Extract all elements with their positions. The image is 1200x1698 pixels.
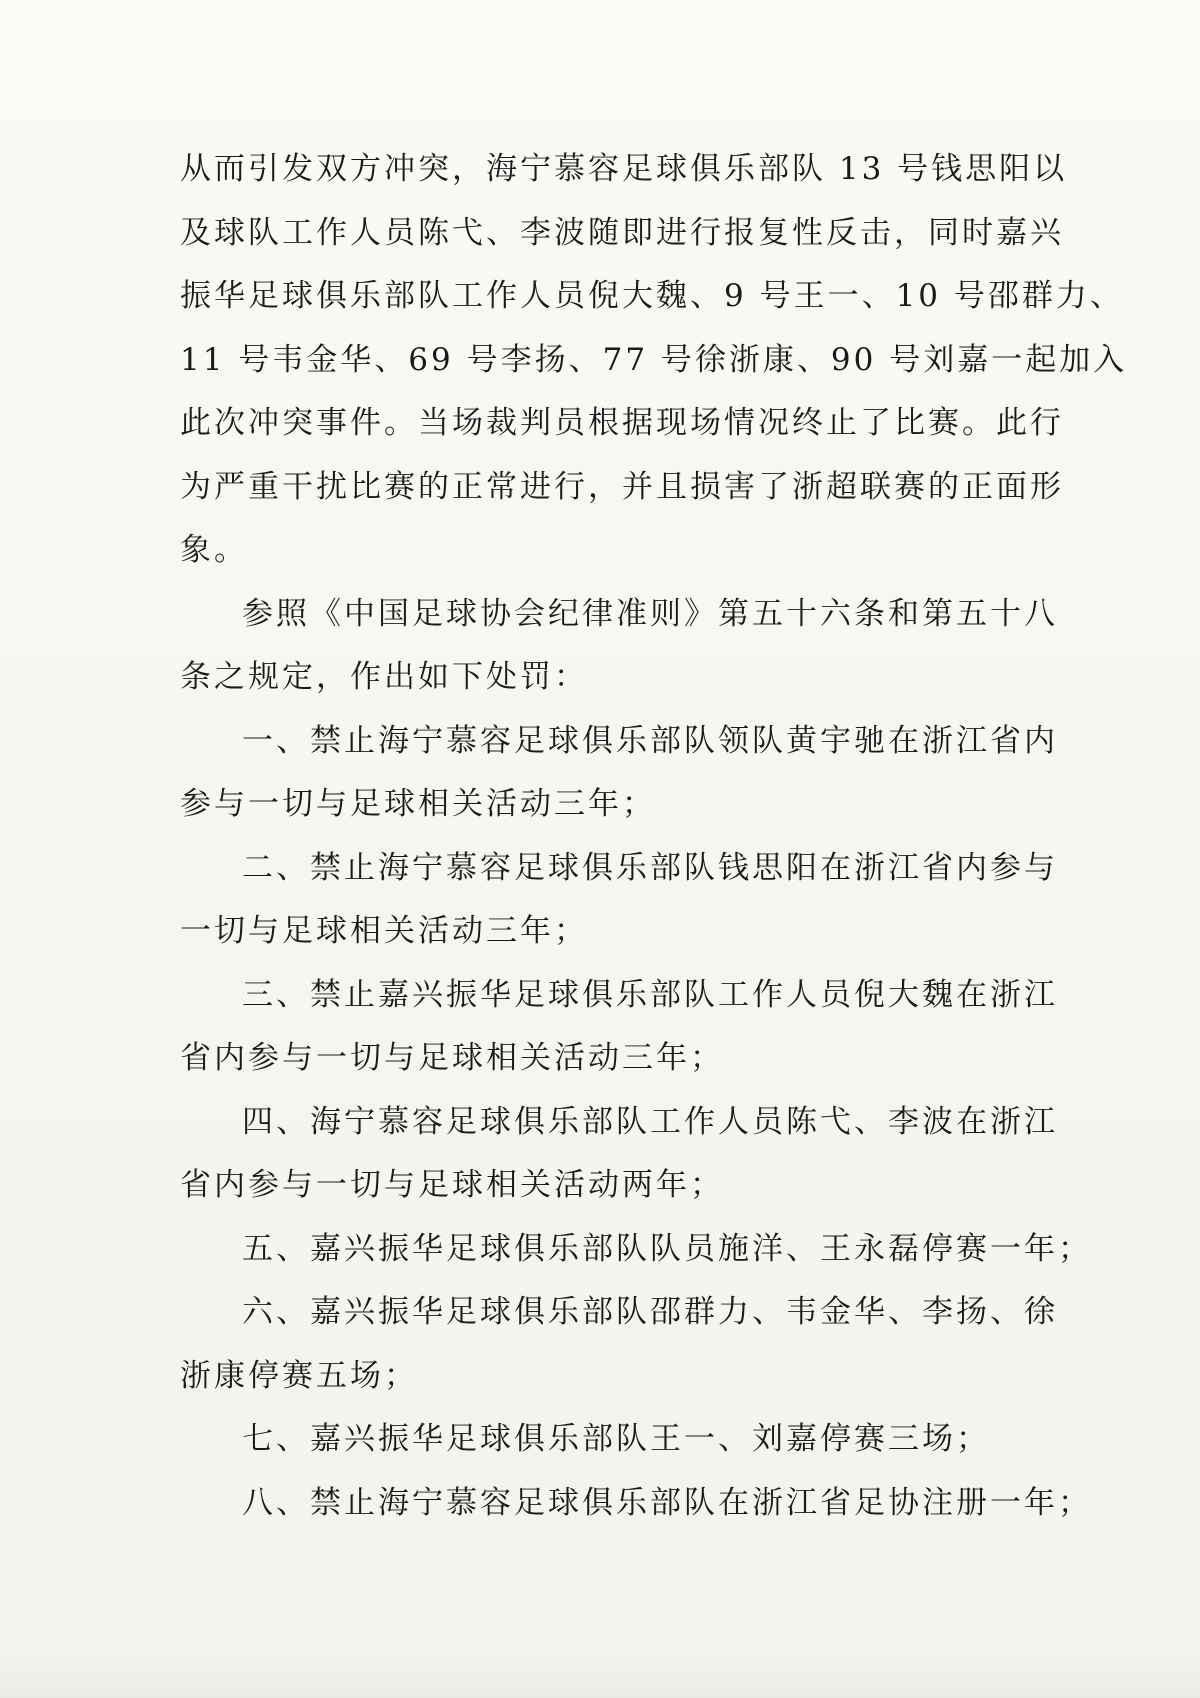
penalty-item-4: 四、海宁慕容足球俱乐部队工作人员陈弋、李波在浙江 [242, 1103, 1058, 1140]
penalty-item-6: 六、嘉兴振华足球俱乐部队邵群力、韦金华、李扬、徐 [242, 1294, 1058, 1330]
document-body [180, 138, 1128, 1535]
text-line: 象。 [180, 532, 248, 568]
text-line: 参照《中国足球协会纪律准则》第五十六条和第五十八 [242, 595, 1058, 632]
text-line: 此次冲突事件。当场裁判员根据现场情况终止了比赛。此行 [180, 405, 1064, 441]
penalty-item-8: 八、禁止海宁慕容足球俱乐部队在浙江省足协注册一年； [242, 1484, 1092, 1521]
penalty-item-1: 一、禁止海宁慕容足球俱乐部队领队黄宇驰在浙江省内 [242, 722, 1058, 759]
penalty-item-5: 五、嘉兴振华足球俱乐部队队员施洋、王永磊停赛一年； [242, 1230, 1092, 1267]
text-line: 从而引发双方冲突，海宁慕容足球俱乐部队 13 号钱思阳以 [180, 151, 1068, 187]
text-line: 省内参与一切与足球相关活动两年； [180, 1167, 724, 1203]
text-line: 参与一切与足球相关活动三年； [180, 786, 656, 822]
text-line: 省内参与一切与足球相关活动三年； [180, 1040, 724, 1076]
text-line: 及球队工作人员陈弋、李波随即进行报复性反击，同时嘉兴 [180, 214, 1064, 251]
scan-edge-shadow [0, 1658, 1200, 1698]
penalty-item-7: 七、嘉兴振华足球俱乐部队王一、刘嘉停赛三场； [242, 1421, 990, 1457]
text-line: 振华足球俱乐部队工作人员倪大魏、9 号王一、10 号邵群力、 [180, 278, 1124, 314]
text-line: 条之规定，作出如下处罚： [180, 659, 588, 695]
text-line: 11 号韦金华、69 号李扬、77 号徐浙康、90 号刘嘉一起加入 [180, 341, 1128, 378]
penalty-item-2: 二、禁止海宁慕容足球俱乐部队钱思阳在浙江省内参与 [242, 849, 1058, 886]
text-line: 一切与足球相关活动三年； [180, 913, 588, 949]
text-line: 浙康停赛五场； [180, 1357, 418, 1394]
text-line: 为严重干扰比赛的正常进行，并且损害了浙超联赛的正面形 [180, 468, 1064, 505]
penalty-item-3: 三、禁止嘉兴振华足球俱乐部队工作人员倪大魏在浙江 [242, 976, 1058, 1013]
